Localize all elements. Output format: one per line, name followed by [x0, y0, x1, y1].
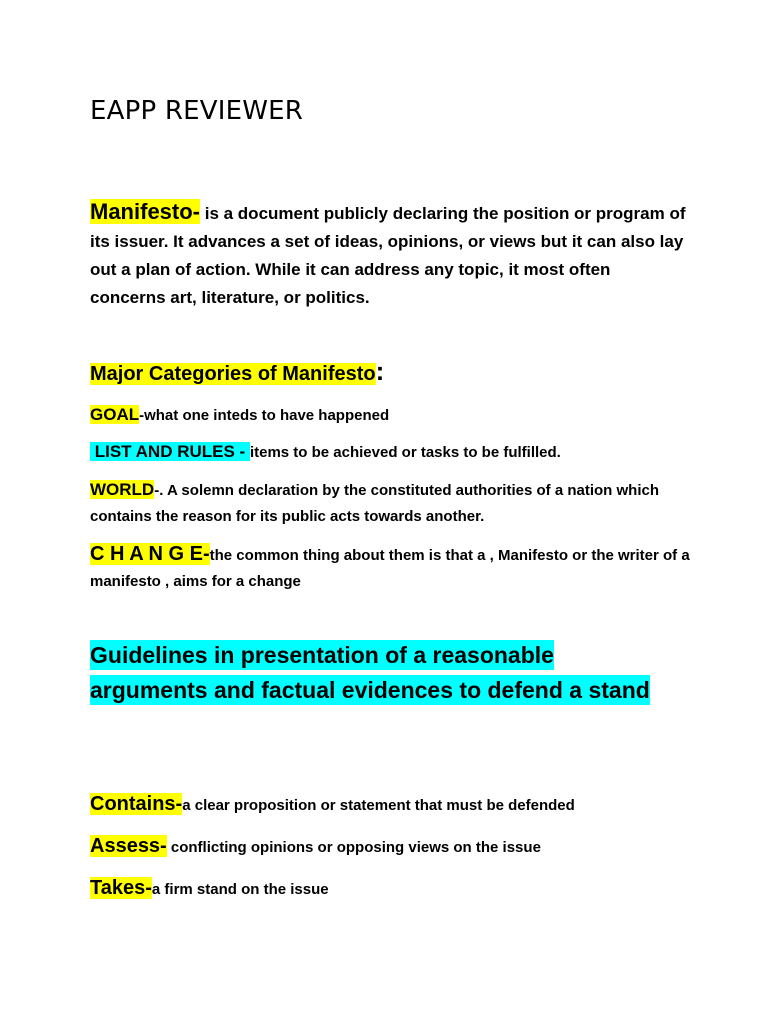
guideline-takes — [90, 875, 710, 903]
guideline-assess — [90, 833, 710, 861]
manifesto-definition — [90, 198, 690, 312]
guideline-assess-term: Assess- — [90, 835, 167, 857]
category-change-term: C H A N G E- — [90, 543, 210, 565]
guidelines-heading — [90, 638, 670, 708]
guideline-contains-text: a clear proposition or statement that must be defended — [182, 797, 575, 814]
category-goal-text: -what one inteds to have happened — [139, 407, 390, 424]
category-goal — [90, 402, 690, 429]
manifesto-term: Manifesto- — [90, 199, 200, 224]
document-title: EAPP REVIEWER — [90, 96, 304, 126]
guideline-contains — [90, 791, 710, 819]
category-change — [90, 541, 690, 595]
categories-heading — [90, 357, 690, 388]
categories-heading-text: Major Categories of Manifesto — [90, 363, 376, 385]
categories-heading-colon: : — [375, 356, 385, 386]
guideline-contains-term: Contains- — [90, 793, 183, 815]
category-goal-term: GOAL — [90, 405, 140, 424]
manifesto-definition-text: is a document publicly declaring the position or program of its issuer. It advances a set of ideas, opinions, or views but it can also lay out a plan of action. While it can address any topic, it most often concerns art, literature, or politics. — [90, 204, 686, 307]
category-change-text: the common thing about them is that a , Manifesto or the writer of a manifesto , aims for a change — [90, 547, 690, 590]
category-list-and-rules-term: LIST AND RULES - — [90, 442, 250, 461]
guideline-assess-text: conflicting opinions or opposing views on the issue — [166, 839, 541, 856]
category-list-and-rules-text: items to be achieved or tasks to be fulfilled. — [249, 444, 561, 461]
guidelines-heading-text: Guidelines in presentation of a reasonable arguments and factual evidences to defend a stand — [90, 642, 650, 703]
category-world — [90, 477, 690, 530]
guideline-takes-text: a firm stand on the issue — [151, 881, 329, 898]
guideline-takes-term: Takes- — [90, 877, 152, 899]
category-world-term: WORLD — [90, 480, 155, 499]
category-list-and-rules — [90, 439, 690, 466]
category-world-text: -. A solemn declaration by the constituted authorities of a nation which contains the reason for its public acts towards another. — [90, 482, 659, 525]
